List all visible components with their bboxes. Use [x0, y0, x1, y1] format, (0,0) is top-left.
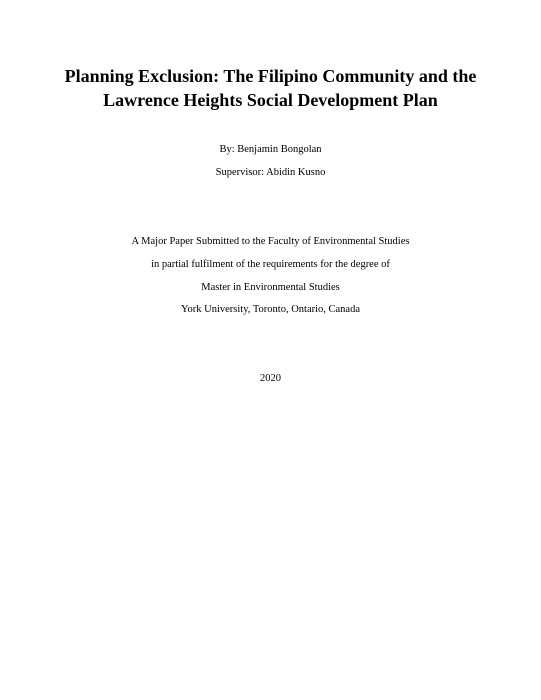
author-line: By: Benjamin Bongolan	[219, 144, 322, 155]
degree-name: Master in Environmental Studies	[201, 282, 340, 293]
paper-title-line-1: Planning Exclusion: The Filipino Community and the	[64, 66, 477, 86]
institution-location: York University, Toronto, Ontario, Canada	[180, 304, 360, 315]
paper-title	[40, 64, 501, 112]
submission-statement-line-1: A Major Paper Submitted to the Faculty of Environmental Studies	[131, 236, 410, 247]
supervisor-line: Supervisor: Abidin Kusno	[215, 167, 326, 178]
submission-year: 2020	[260, 373, 281, 384]
paper-title-line-2: Lawrence Heights Social Development Plan	[103, 90, 438, 110]
submission-statement-line-2: in partial fulfilment of the requirements for the degree of	[151, 259, 390, 270]
